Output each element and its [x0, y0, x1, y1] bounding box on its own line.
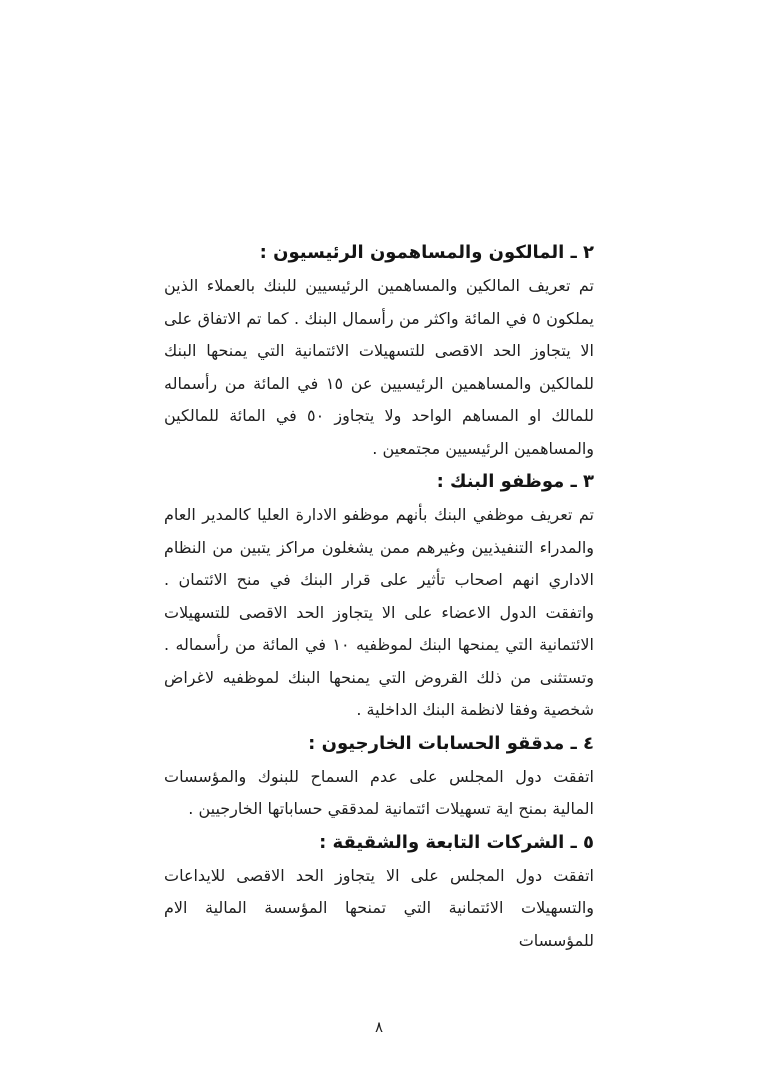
page-number: ٨ — [374, 1018, 384, 1036]
page-content — [164, 236, 594, 957]
section-paragraph: تم تعريف موظفي البنك بأنهم موظفو الادارة العليا كالمدير العام والمدراء التنفيذيين وغيرهم ممن يشغلون مراكز يتبين من النظام الاداري انهم اصحاب تأثير على قرار البنك في منح الائتمان . واتفقت الدول الاعضاء على الا يتجاوز الحد الاقصى للتسهيلات الائتمانية التي يمنحها البنك لموظفيه ١٠ في المائة من رأسماله . وتستثنى من ذلك القروض التي يمنحها البنك لموظفيه لاغراض شخصية وفقا لانظمة البنك الداخلية . — [164, 505, 594, 719]
section-heading: ٤ ـ مدققو الحسابات الخارجيون : — [308, 732, 594, 754]
section-paragraph: اتفقت دول المجلس على عدم السماح للبنوك والمؤسسات المالية بمنح اية تسهيلات ائتمانية لمدققي حساباتها الخارجيين . — [164, 766, 594, 818]
section-heading: ٣ ـ موظفو البنك : — [436, 471, 594, 492]
section-external-auditors — [164, 727, 594, 826]
section-subsidiaries-affiliates — [164, 826, 594, 958]
section-paragraph: تم تعريف المالكين والمساهمين الرئيسيين للبنك بالعملاء الذين يملكون ٥ في المائة واكثر من رأسمال البنك . كما تم الاتفاق على الا يتجاوز الحد الاقصى للتسهيلات الائتمانية التي يمنحها البنك للمالكين والمساهمين الرئيسيين عن ١٥ في المائة من رأسماله للمالك او المساهم الواحد ولا يتجاوز ٥٠ في المائة للمالكين والمساهمين الرئيسيين مجتمعين . — [164, 276, 595, 458]
section-paragraph: اتفقت دول المجلس على الا يتجاوز الحد الاقصى للايداعات والتسهيلات الائتمانية التي تمنحها المؤسسة المالية الام للمؤسسات — [164, 865, 594, 950]
section-owners-shareholders — [164, 236, 594, 465]
section-heading: ٥ ـ الشركات التابعة والشقيقة : — [319, 831, 594, 853]
section-heading: ٢ ـ المالكون والمساهمون الرئيسيون : — [259, 242, 594, 263]
section-bank-employees — [164, 465, 594, 727]
